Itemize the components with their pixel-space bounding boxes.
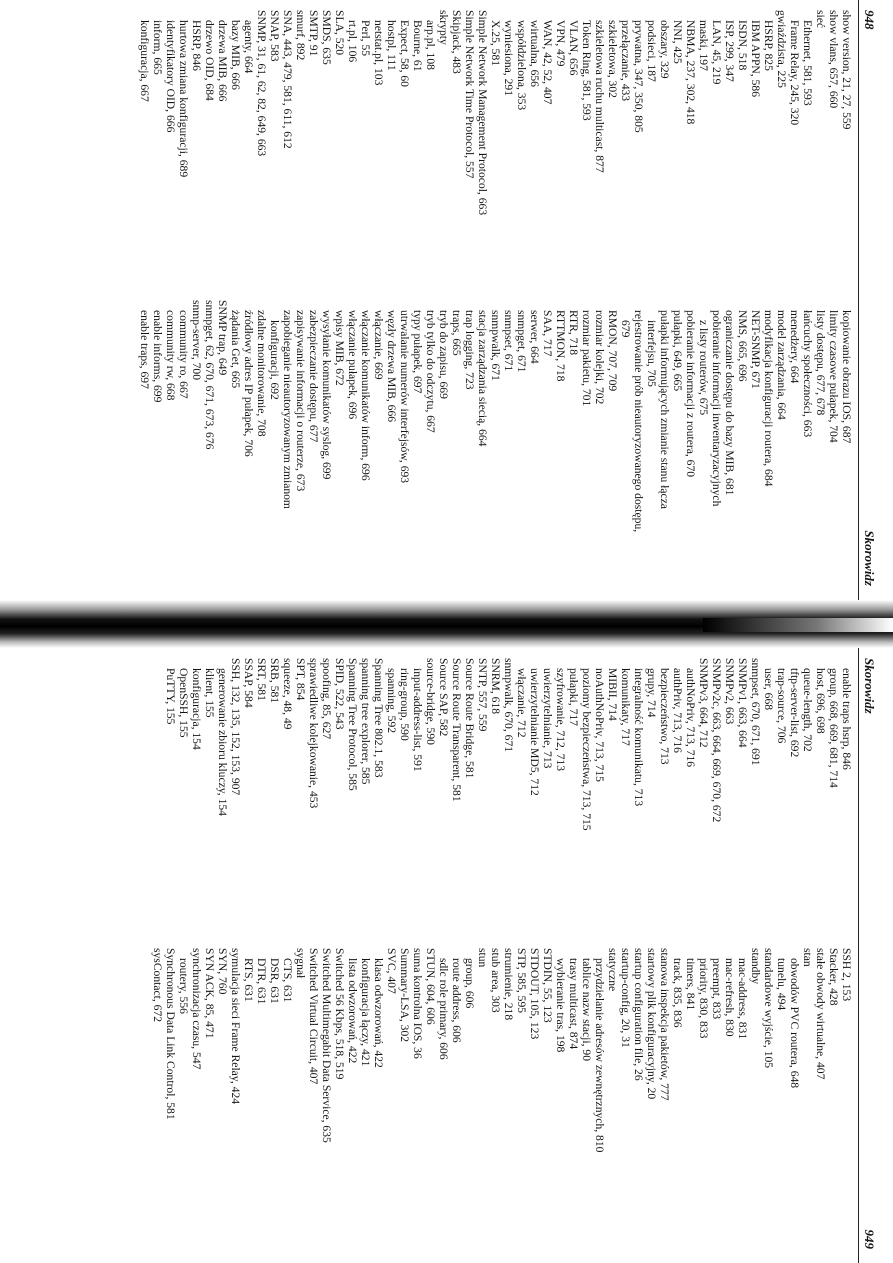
index-entry: netstat.pl, 103 [372,20,385,86]
index-entry: mac-address, 831 [736,958,749,1040]
index-entry: klasa odwzorowań, 422 [372,958,385,1068]
index-column-2 [138,300,853,532]
index-entry: Perl, 55 [359,20,372,57]
index-entry: tryb do zapisu, 669 [437,310,450,399]
index-entry: Token Ring, 581, 593 [580,20,593,121]
index-entry: utrwalanie numerów interfejsów, 693 [398,310,411,484]
index-entry: Simple Network Time Protocol, 557 [463,10,476,179]
index-entry: Source Route Transparent, 581 [450,658,463,802]
index-entry: limity czasowe pułapek, 704 [827,310,840,443]
index-entry: queue-length, 702 [801,668,814,752]
index-entry: RMON, 707, 709 [606,310,619,392]
index-entry: STP, 585, 595 [515,948,528,1014]
index-entry: hurtowa zmiana konfiguracji, 689 [177,20,190,178]
page-header [858,0,879,600]
index-entry: snmpset, 671 [502,310,515,372]
index-entry: group, 668, 669, 681, 714 [827,668,840,788]
index-entry: podsieci, 187 [645,20,658,82]
index-entry: SPT, 854 [294,658,307,701]
index-entry: squeeze, 48, 49 [281,658,294,730]
index-entry: HSRP, 846 [190,20,203,71]
running-head: Skorowidz [862,658,877,714]
index-entry: SPID, 522, 543 [333,658,346,730]
index-entry: Expect, 58, 60 [398,20,411,87]
index-entry: hostpl, 111 [385,20,398,71]
index-entry: Synchronous Data Link Control, 581 [164,948,177,1120]
index-entry: STDOUT, 105, 123 [528,948,541,1040]
index-entry: szkieletowa ruchu multicast, 877 [593,20,606,173]
index-entry: standby [749,948,762,985]
index-entry: snmpget, 62, 670, 671, 673, 676 [203,300,216,450]
index-entry: łańcuchy społeczności, 663 [801,310,814,438]
index-entry: show vlans, 657, 660 [827,10,840,109]
index-columns [0,0,853,600]
index-entry: startup-config, 20, 31 [619,948,632,1048]
index-entry: Source Route Bridge, 581 [463,658,476,779]
index-entry: obwodów PVC routera, 648 [788,958,801,1089]
index-entry: SNMP, 31, 61, 62, 82, 649, 663 [255,10,268,157]
index-entry: STDIN, 55, 123 [541,948,554,1023]
index-entry: serwer, 664 [528,310,541,364]
index-entry: szyfrowanie, 712, 713 [554,668,567,772]
index-entry: sieć [814,10,827,29]
index-entry: zabezpieczanie dostępu, 677 [307,310,320,443]
index-entry: SLA, 520 [333,10,346,56]
index-entry: traps, 665 [450,310,463,356]
page-header [858,648,879,1263]
index-entry: preempt, 833 [710,958,723,1020]
index-entry: wybieranie tras, 198 [554,958,567,1053]
index-entry: SRT, 581 [255,658,268,701]
index-entry: stacja zarządzania siecią, 664 [476,310,489,447]
index-entry: host, 696, 698 [814,668,827,734]
scan-shadow-band [0,600,893,648]
index-entry: SNMPv2, 663 [723,658,736,725]
index-entry: symulacja sieci Frame Relay, 424 [229,948,242,1105]
index-entry: trap logging, 723 [463,310,476,390]
index-entry: pułapki, 717 [567,668,580,726]
index-entry: show version, 21, 27, 559 [840,10,853,130]
index-entry: inform, 665 [151,20,164,75]
running-head: Skorowidz [862,530,877,586]
index-entry: arp.pl, 108 [424,20,437,70]
index-entry: Source SAP, 582 [437,658,450,737]
index-entry: VLAN, 656 [567,20,580,76]
index-entry: spoofing, 85, 627 [320,658,333,740]
index-entry: PuTTY, 155 [164,668,177,725]
index-entry: SNMPv2c, 663, 664, 669, 670, 672 [710,658,723,823]
index-entry: authNoPriv, 713, 716 [684,668,697,768]
index-entry: stun [476,948,489,968]
index-entry: SNA, 443, 479, 581, 611, 612 [281,10,294,149]
index-entry: ring-group, 590 [398,668,411,741]
index-entry: drzewo OID, 684 [203,20,216,101]
index-entry: SSH 2, 153 [840,948,853,1002]
index-entry: LAN, 45, 219 [710,20,723,85]
index-entry: przydzielanie adresów zewnętrznych, 810 [593,958,606,1153]
index-entry: WAN, 42, 52, 407 [541,20,554,105]
index-entry: timers, 841 [684,958,697,1011]
index-entry: enable informs, 699 [151,310,164,403]
page-number: 948 [862,10,877,30]
index-entry: tryb tylko do odczytu, 667 [424,310,437,433]
index-entry: SNAP, 583 [268,10,281,62]
index-entry: OpenSSH, 155 [177,668,190,738]
index-entry: bazy MIB, 666 [229,20,242,90]
index-entry: tablice nazw stacji, 90 [580,958,593,1062]
index-entry: enable traps hsrp, 846 [840,668,853,770]
index-entry: strumienie, 218 [502,948,515,1021]
index-page-949 [0,648,893,1263]
index-entry: stałe obwody wirtualne, 407 [814,948,827,1080]
index-entry: rozmiar kolejki, 702 [593,310,606,405]
index-entry: standardowe wyjście, 105 [762,948,775,1069]
index-entry: user, 668 [762,668,775,711]
index-entry: sdlc role primary, 606 [437,958,450,1060]
index-entry: SNMPv1, 663, 664 [736,658,749,748]
index-entry: source-bridge, 590 [424,658,437,745]
index-entry: konfiguracja, 154 [190,668,203,750]
index-entry: typy pułapek, 697 [411,310,424,394]
index-entry: SNMP trap, 649 [216,300,229,376]
index-entry: tftp-server-list, 692 [788,668,801,758]
index-entry: wirtualna, 656 [528,20,541,87]
index-entry: uwierzytelnianie, 713 [541,668,554,769]
index-entry: SYN, 760 [216,948,229,995]
index-entry: SNMPv3, 664, 712 [697,658,710,748]
index-entry: enable traps, 697 [138,310,151,389]
index-entry: VPN, 479 [554,20,567,67]
index-entry: DSR, 631 [268,958,281,1004]
index-entry: track, 835, 836 [671,958,684,1028]
index-entry: SNTP, 557, 559 [476,658,489,732]
index-entry: sprawiedliwe kolejkowanie, 453 [307,658,320,809]
index-entry: route address, 606 [450,958,463,1043]
index-entry: synchronizacja czasu, 547 [190,948,203,1070]
index-entry: generowanie zbioru kluczy, 154 [216,668,229,816]
index-entry: klient, 155 [203,668,216,718]
index-entry: konfiguracji, 692 [268,320,281,400]
index-entry: zapobieganie nieautoryzowanym zmianom [281,310,294,509]
index-entry: konfiguracja łączy, 421 [359,958,372,1067]
index-entry: włączanie, 669 [372,310,385,380]
index-entry: maski, 197 [697,20,710,71]
index-entry: bezpieczeństwo, 713 [658,668,671,765]
index-entry: MIBII, 714 [606,668,619,721]
index-entry: Ethernet, 581, 593 [801,20,814,106]
index-entry: rt.pl, 106 [346,20,359,63]
index-entry: snmpwalk, 671 [489,310,502,381]
index-entry: Spanning Tree 802.1, 583 [372,658,385,778]
index-entry: RTTMON, 718 [554,310,567,382]
index-entry: RTR, 718 [567,310,580,356]
index-entry: Stacker, 428 [827,948,840,1006]
index-entry: CTS, 631 [281,958,294,1003]
index-entry: stan [801,948,814,967]
index-entry: Skipjack, 483 [450,10,463,74]
index-entry: priority, 830, 833 [697,958,710,1039]
index-entry: poziomy bezpieczeństwa, 713, 715 [580,668,593,831]
index-entry: NNI, 425 [671,20,684,64]
index-entry: wpisy MIB, 672 [333,310,346,386]
index-column-1 [164,658,853,831]
index-entry: SSAP, 584 [242,658,255,708]
index-entry: Switched Virtual Circuit, 407 [307,948,320,1085]
index-entry: zdalne monitorowanie, 708 [255,310,268,437]
index-entry: gwiaździsta, 225 [775,10,788,88]
index-entry: trap-source, 706 [775,668,788,744]
index-entry: komunikaty, 717 [619,668,632,746]
index-entry: community rw, 668 [164,310,177,401]
index-entry: agenty, 664 [242,20,255,74]
index-entry: RTS, 631 [242,958,255,1002]
index-entry: IBM APPN, 586 [749,20,762,97]
index-entry: przełączanie, 433 [619,20,632,102]
index-entry: włączanie, 712 [515,668,528,738]
index-entry: model zarządzania, 664 [775,310,788,420]
index-entry: snmpset, 670, 671, 691 [749,658,762,766]
index-entry: tunelu, 494 [775,958,788,1011]
index-entry: kopiowanie obrazu IOS, 687 [840,310,853,444]
index-entry: rejestrowanie prób nieautoryzowanego dostępu, [632,310,645,533]
index-entry: konfiguracja, 667 [138,20,151,102]
index-entry: rozmiar pakietu, 701 [580,310,593,407]
index-entry: SNRM, 618 [489,658,502,715]
index-entry: statyczne [606,948,619,992]
index-entry: pułapki informujących zmianie stanu łącza [658,310,671,509]
index-entry: smurf, 892 [294,10,307,61]
index-entry: pobieranie informacji z routera, 670 [684,310,697,478]
index-entry: obszary, 329 [658,20,671,79]
index-entry: Bourne, 61 [411,20,424,72]
index-entry: menedżery, 664 [788,310,801,384]
index-entry: SSH, 132, 135, 152, 153, 907 [229,658,242,796]
index-entry: suma kontrolna IOS, 36 [411,948,424,1059]
index-entry: z listy routerów, 675 [697,320,710,416]
index-entry: włączanie komunikatów inform, 696 [359,310,372,481]
index-entry: SVC, 407 [385,948,398,994]
index-entry: interfejsu, 705 [645,320,658,387]
index-entry: STUN, 604, 606 [424,948,437,1025]
index-entry: SMDS, 635 [320,10,333,65]
index-entry: NBMA, 237, 302, 418 [684,20,697,125]
index-entry: pułapki, 649, 665 [671,310,684,392]
index-entry: Simple Network Management Protocol, 663 [476,10,489,216]
index-entry: SMTP, 91 [307,10,320,57]
index-entry: NET-SNMP, 671 [749,310,762,389]
index-entry: listy dostępu, 677, 678 [814,310,827,416]
index-column-2 [151,948,853,1152]
index-entry: DTR, 631 [255,958,268,1005]
index-entry: identyfikatory OID, 666 [164,20,177,133]
index-entry: NMS, 665, 696 [736,310,749,382]
index-entry: węzły drzewa MIB, 666 [385,310,398,423]
index-entry: snmpget, 671 [515,310,528,373]
index-entry: włączanie pułapek, 696 [346,310,359,420]
index-entry: pobieranie informacji inwentaryzacyjnych [710,310,723,507]
index-entry: X.25, 581 [489,20,502,67]
index-entry: prywatna, 347, 350, 805 [632,20,645,133]
index-entry: sysContact, 672 [151,948,164,1023]
index-entry: authPriv, 713, 716 [671,668,684,753]
index-entry: integralność komunikatu, 713 [632,668,645,807]
index-entry: SYN ACK, 85, 471 [203,948,216,1039]
index-entry: snmp-server, 700 [190,300,203,381]
index-entry: zapisywanie informacji o routerze, 673 [294,310,307,492]
index-entry: ISDN, 518 [736,20,749,71]
index-entry: HSRP, 825 [762,20,775,71]
index-entry: żądania Get, 665 [229,310,242,389]
index-entry: trasy multicast, 874 [567,958,580,1050]
index-entry: Frame Relay, 245, 320 [788,20,801,126]
index-entry: wysyłanie komunikatów syslog, 699 [320,310,333,480]
index-entry: SRB, 581 [268,658,281,704]
index-entry: spanning, 592 [385,668,398,734]
index-entry: Spanning Tree Protocol, 585 [346,658,359,791]
index-entry: źródłowy adres IP pułapek, 706 [242,310,255,457]
index-entry: stanowa inspekcja pakietów, 777 [658,948,671,1101]
index-entry: Switched Multimegabit Data Service, 635 [320,948,333,1143]
index-entry: 679 [619,320,632,338]
index-entry: startowy plik konfiguracyjny, 20 [645,948,658,1100]
index-entry: spanning tree explorer, 585 [359,658,372,785]
index-entry: SAA, 717 [541,310,554,357]
index-entry: sygnał [294,948,307,979]
index-entry: szkieletowa, 302 [606,20,619,98]
index-page-948 [0,0,893,600]
index-entry: routery, 556 [177,958,190,1014]
index-entry: noAuthNoPriv, 713, 715 [593,668,606,782]
index-entry: współdzielona, 353 [515,20,528,111]
index-entry: ISP, 299, 347 [723,20,736,82]
index-entry: drzewa MIB, 666 [216,20,229,102]
index-entry: stub area, 303 [489,948,502,1013]
index-entry: snmpwalk, 670, 671 [502,658,515,753]
index-entry: lista odwzorowań, 422 [346,958,359,1064]
index-entry: skrypty [437,10,450,45]
index-entry: input-address-list, 591 [411,668,424,772]
index-entry: modyfikacja konfiguracji routera, 684 [762,310,775,487]
page-number: 949 [862,1229,877,1249]
index-entry: wyniesiona, 291 [502,20,515,96]
index-column-1 [138,10,853,215]
index-entry: mac-refresh, 830 [723,958,736,1037]
index-entry: grupy, 714 [645,668,658,718]
index-entry: community ro, 667 [177,310,190,399]
index-entry: group, 606 [463,958,476,1009]
index-entry: startup configuration file, 26 [632,948,645,1081]
index-columns [0,648,853,1263]
index-entry: ograniczanie dostępu do bazy MIB, 681 [723,310,736,496]
index-entry: Switched 56 Kbps, 518, 519 [333,948,346,1080]
index-entry: Summary-LSA, 302 [398,948,411,1043]
index-entry: uwierzytelnianie MD5, 712 [528,668,541,796]
